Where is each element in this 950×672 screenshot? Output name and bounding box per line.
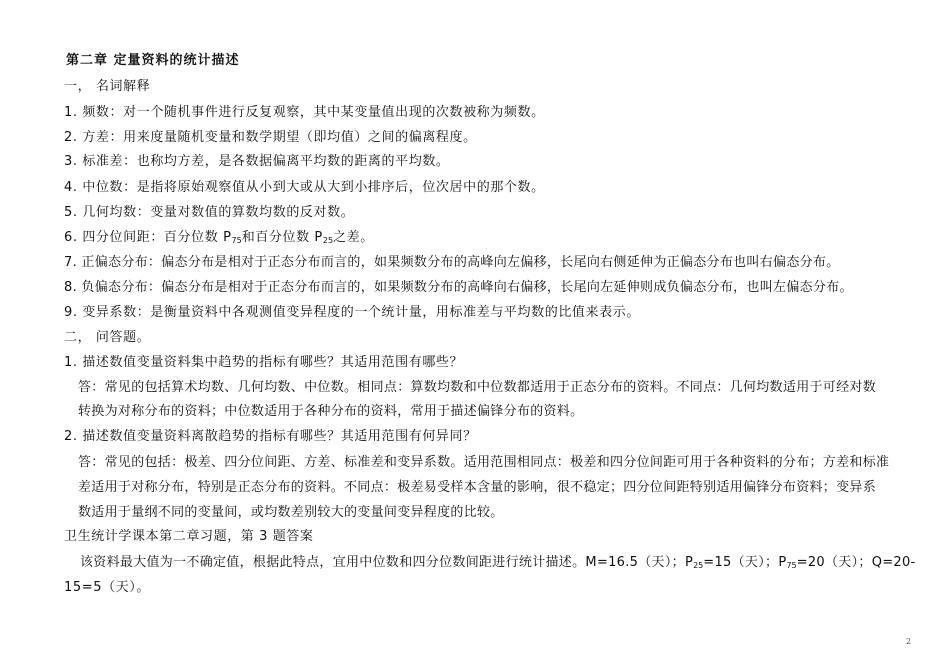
answer-2-line-1: 答：常见的包括：极差、四分位间距、方差、标准差和变异系数。适用范围相同点：极差和四分位间距可用于各种资料的分布；方差和标准: [78, 455, 890, 470]
section-heading-questions: 二， 问答题。: [64, 330, 151, 345]
definition-negative-skew: 8. 负偏态分布：偏态分布是相对于正态分布而言的，如果频数分布的高峰向右偏移，长尾向左延伸则成负偏态分布，也叫左偏态分布。: [64, 280, 853, 295]
definition-coefficient-of-variation: 9. 变异系数：是衡量资料中各观测值变异程度的一个统计量，用标准差与平均数的比值来表示。: [64, 305, 640, 320]
exercise-answer-line-1: 该资料最大值为一不确定值，根据此特点，宜用中位数和四分位数间距进行统计描述。M=16.5（天）；$P_{25}=15$（天）；$P_{75}=20$（天）；Q=20-: [80, 555, 916, 570]
exercise-heading: 卫生统计学课本第二章习题，第 3 题答案: [64, 529, 314, 544]
answer-2-line-3: 数适用于量纲不同的变量间，或均数差别较大的变量间变异程度的比较。: [78, 505, 504, 520]
definition-interquartile-range: 6. 四分位间距：百分位数 $P_{75}$和百分位数 $P_{25}$之差。: [64, 230, 374, 245]
definition-geometric-mean: 5. 几何均数：变量对数值的算数均数的反对数。: [64, 205, 355, 220]
answer-2-line-2: 差适用于对称分布，特别是正态分布的资料。不同点：极差易受样本含量的影响，很不稳定；四分位间距特别适用偏锋分布资料；变异系: [78, 480, 877, 495]
question-1: 1. 描述数值变量资料集中趋势的指标有哪些？其适用范围有哪些？: [64, 355, 464, 370]
definition-frequency: 1. 频数：对一个随机事件进行反复观察，其中某变量值出现的次数被称为频数。: [64, 105, 545, 120]
answer-1-line-1: 答：常见的包括算术均数、几何均数、中位数。相同点：算数均数和中位数都适用于正态分布的资料。不同点：几何均数适用于可经对数: [78, 380, 877, 395]
definition-positive-skew: 7. 正偏态分布：偏态分布是相对于正态分布而言的，如果频数分布的高峰向左偏移，长尾向右侧延伸为正偏态分布也叫右偏态分布。: [64, 255, 840, 270]
question-2: 2. 描述数值变量资料离散趋势的指标有哪些？其适用范围有何异同？: [64, 429, 477, 444]
definition-median: 4. 中位数：是指将原始观察值从小到大或从大到小排序后，位次居中的那个数。: [64, 180, 545, 195]
page-number: 2: [906, 637, 912, 646]
answer-1-line-2: 转换为对称分布的资料；中位数适用于各种分布的资料，常用于描述偏锋分布的资料。: [78, 404, 584, 419]
exercise-answer-line-2: 15=5（天）。: [64, 580, 151, 595]
definition-variance: 2. 方差：用来度量随机变量和数学期望（即均值）之间的偏离程度。: [64, 130, 477, 145]
section-heading-definitions: 一， 名词解释: [64, 79, 151, 94]
chapter-title: 第二章 定量资料的统计描述: [66, 53, 240, 68]
definition-standard-deviation: 3. 标准差：也称均方差，是各数据偏离平均数的距离的平均数。: [64, 154, 450, 169]
